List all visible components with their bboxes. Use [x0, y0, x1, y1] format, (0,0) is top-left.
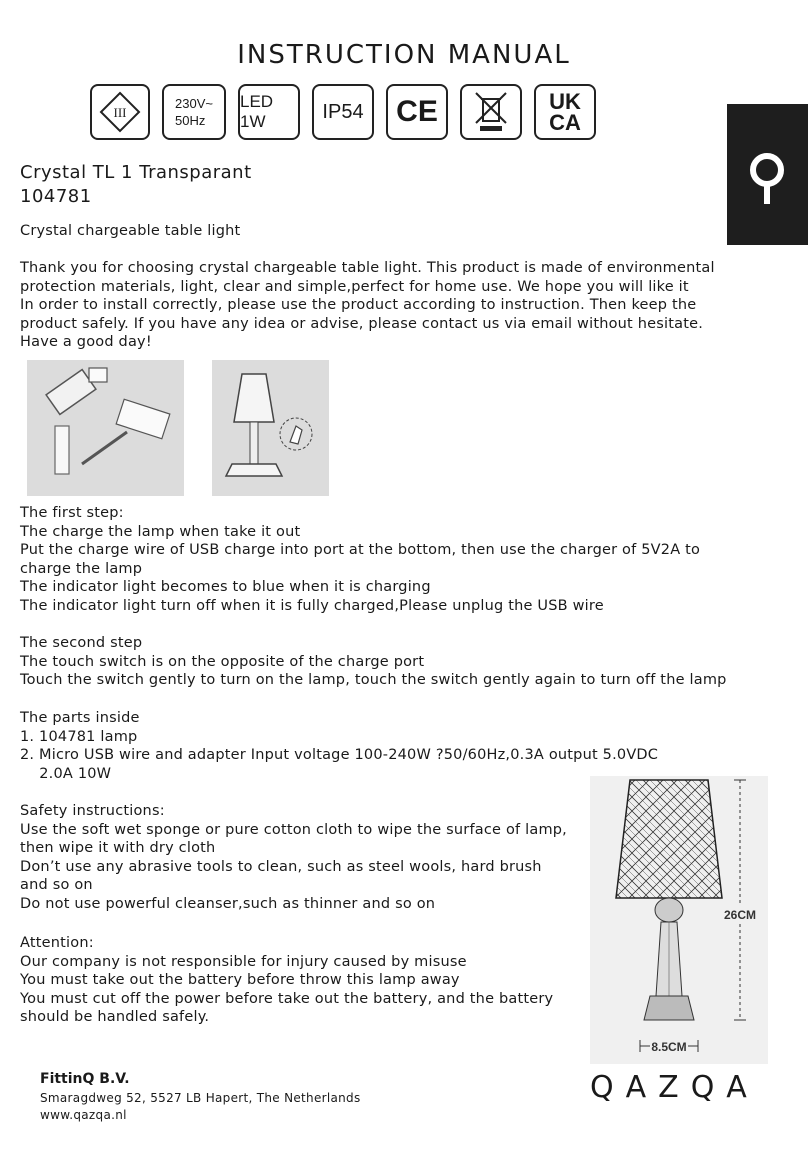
intro-line: Have a good day!	[20, 334, 152, 350]
product-subtitle	[20, 222, 240, 241]
qazqa-logo: QAZQA	[590, 1070, 759, 1105]
subtitle-text: Crystal chargeable table light	[20, 223, 241, 239]
step-one	[20, 504, 700, 615]
safety-line: and so on	[20, 877, 93, 893]
voltage-line2: 50Hz	[175, 113, 206, 128]
product-name: Crystal TL 1 Transparant	[20, 162, 252, 183]
step-one-line: The indicator light turn off when it is fully charged,Please unplug the USB wire	[20, 597, 604, 614]
ip-label: IP54	[322, 100, 364, 123]
charger-photo	[27, 360, 184, 496]
step-two	[20, 634, 727, 690]
ukca-line2: CA	[549, 110, 581, 135]
step-two-line: Touch the switch gently to turn on the lamp, touch the switch gently again to turn off the lamp	[20, 672, 727, 688]
step-two-line: The touch switch is on the opposite of the charge port	[20, 653, 425, 670]
brand-tab	[727, 104, 808, 245]
page-title: INSTRUCTION MANUAL	[237, 40, 571, 70]
company-address	[40, 1090, 361, 1124]
ukca-icon	[534, 84, 596, 140]
intro-line: Thank you for choosing crystal chargeable table light. This product is made of environmental	[20, 260, 715, 276]
ip-rating-icon	[312, 84, 374, 140]
parts-list	[20, 709, 658, 783]
product-heading	[20, 161, 252, 209]
attention-line: Attention:	[20, 935, 94, 951]
weee-bin-icon	[460, 84, 522, 140]
product-code: 104781	[20, 186, 92, 207]
intro-line: In order to install correctly, please use the product according to instruction. Then keep the	[20, 297, 697, 313]
led-label: LED 1W	[240, 92, 274, 131]
voltage-line1: 230V~	[175, 96, 213, 111]
safety-line: Don’t use any abrasive tools to clean, such as steel wools, hard brush	[20, 858, 542, 875]
led-icon	[238, 84, 300, 140]
class-label: III	[113, 105, 127, 120]
website-link[interactable]: www.qazqa.nl	[40, 1108, 127, 1122]
attention-line: should be handled safely.	[20, 1009, 210, 1025]
parts-line: 1. 104781 lamp	[20, 728, 138, 745]
voltage-icon	[162, 84, 226, 140]
step-one-line: charge the lamp	[20, 560, 143, 577]
attention-line: You must take out the battery before throw this lamp away	[20, 972, 460, 988]
parts-line: The parts inside	[20, 710, 140, 726]
intro-line: protection materials, light, clear and simple,perfect for home use. We hope you will like it	[20, 278, 689, 295]
lamp-dimension-drawing	[590, 776, 768, 1064]
ukca-line1: UK	[549, 89, 581, 114]
intro-line: product safely. If you have any idea or advise, please contact us via email without hesitate.	[20, 315, 704, 332]
width-label: 8.5CM	[651, 1040, 687, 1054]
step-one-line: The first step:	[20, 505, 124, 521]
brand-mark-icon	[727, 104, 808, 245]
step-one-line: Put the charge wire of USB charge into port at the bottom, then use the charger of 5V2A to	[20, 542, 701, 558]
ce-icon	[386, 84, 448, 140]
safety-line: Use the soft wet sponge or pure cotton cloth to wipe the surface of lamp,	[20, 821, 567, 838]
class-iii-icon	[90, 84, 150, 140]
height-label: 26CM	[723, 908, 757, 922]
address-text: Smaragdweg 52, 5527 LB Hapert, The Netherlands	[40, 1091, 361, 1105]
attention-section	[20, 934, 553, 1027]
step-one-line: The indicator light becomes to blue when it is charging	[20, 579, 431, 595]
parts-line: 2.0A 10W	[20, 765, 112, 782]
attention-line: You must cut off the power before take out the battery, and the battery	[20, 990, 554, 1007]
attention-line: Our company is not responsible for injury caused by misuse	[20, 953, 467, 970]
lamp-base	[644, 996, 694, 1020]
lamp-neck	[655, 898, 683, 922]
safety-line: then wipe it with dry cloth	[20, 840, 216, 856]
safety-line: Safety instructions:	[20, 803, 165, 819]
lamp-shade	[616, 780, 722, 898]
step-one-line: The charge the lamp when take it out	[20, 523, 301, 540]
safety-instructions	[20, 802, 567, 913]
parts-line: 2. Micro USB wire and adapter Input voltage 100-240W ?50/60Hz,0.3A output 5.0VDC	[20, 747, 659, 763]
intro-paragraph	[20, 259, 715, 352]
step-two-line: The second step	[20, 635, 143, 651]
company-name: FittinQ B.V.	[40, 1071, 130, 1087]
ce-label: CE	[396, 95, 438, 128]
safety-line: Do not use powerful cleanser,such as thinner and so on	[20, 895, 436, 912]
lamp-touch-photo	[212, 360, 329, 496]
